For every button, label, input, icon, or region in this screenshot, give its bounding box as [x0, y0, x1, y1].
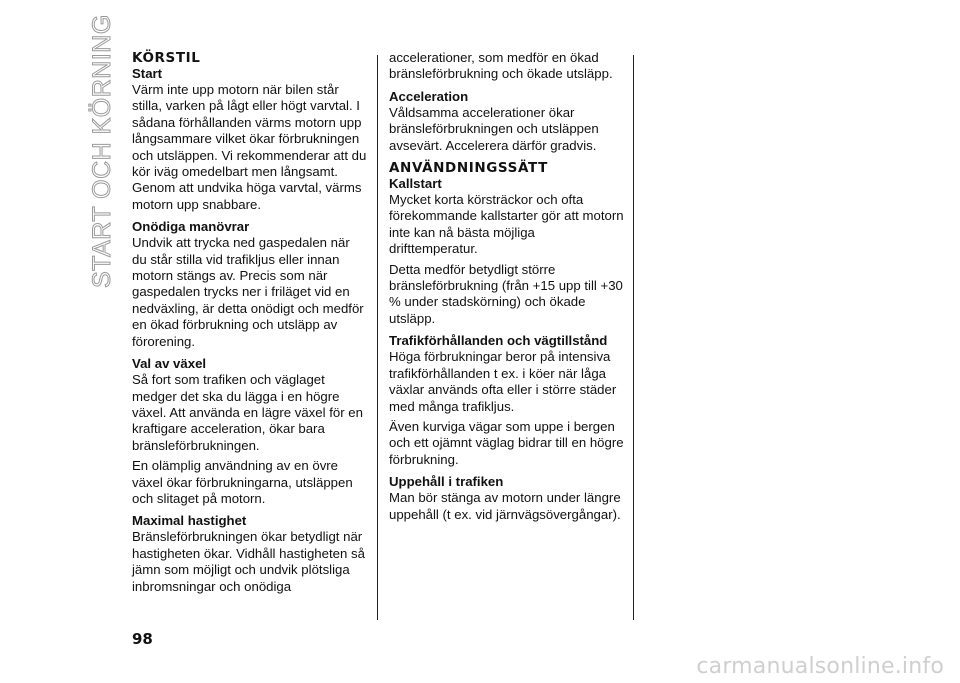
paragraph: Även kurviga vägar som uppe i bergen och ett ojämnt väglag bidrar till en högre förbrukning.: [389, 418, 624, 467]
paragraph: Undvik att trycka ned gaspedalen när du står stilla vid trafikljus eller innan motorn stängs av. Precis som när gaspedalen trycks ner i friläget vid en nedväxling, är detta onödigt och medför en ökad förbrukning och utsläpp av förorening.: [132, 235, 364, 349]
paragraph: Våldsamma accelerationer ökar bränsleförbrukningen och utsläppen avsevärt. Accelerera därför gradvis.: [389, 104, 599, 153]
paragraph: Bränsleförbrukningen ökar betydligt när hastigheten ökar. Vidhåll hastigheten så jämn som möjligt och undvik plötsliga inbromsningar och onödiga: [132, 529, 365, 594]
heading-trafikforhallanden: Trafikförhållanden och vägtillstånd: [389, 333, 608, 349]
chapter-side-tab: [80, 14, 130, 290]
heading-uppehall-i-trafiken: Uppehåll i trafiken: [389, 474, 504, 490]
right-column: [389, 50, 627, 523]
column-divider: [633, 55, 634, 620]
watermark: carmanualsonline.info: [696, 654, 944, 679]
section-title-korstil: KÖRSTIL: [132, 50, 201, 66]
paragraph: Man bör stänga av motorn under längre uppehåll (t ex. vid järnvägsövergångar).: [389, 490, 621, 522]
paragraph: Mycket korta körsträckor och ofta förekommande kallstarter gör att motorn inte kan nå bästa möjliga drifttemperatur.: [389, 192, 624, 257]
heading-start: Start: [132, 66, 163, 81]
paragraph: Värm inte upp motorn när bilen står stilla, varken på lågt eller högt varvtal. I sådana förhållanden värms motorn upp långsammare vilket ökar förbrukningen och utsläppen. Vi rekommenderar att du kör iväg omedelbart men långsamt. Genom att undvika höga varvtal, värms motorn upp snabbare.: [132, 82, 367, 212]
section-title-anvandningssatt: ANVÄNDNINGSSÄTT: [389, 160, 548, 177]
heading-val-av-vaxel: Val av växel: [132, 356, 207, 372]
paragraph: En olämplig användning av en övre växel ökar förbrukningarna, utsläppen och slitaget på motorn.: [132, 458, 353, 506]
left-column: [132, 50, 368, 595]
heading-maximal-hastighet: Maximal hastighet: [132, 513, 247, 529]
heading-kallstart: Kallstart: [389, 176, 442, 192]
page-number: 98: [132, 630, 153, 648]
heading-onodiga-manovrar: Onödiga manövrar: [132, 219, 250, 235]
paragraph: accelerationer, som medför en ökad bränsleförbrukning och ökade utsläpp.: [389, 50, 613, 82]
heading-acceleration: Acceleration: [389, 88, 469, 104]
paragraph: Höga förbrukningar beror på intensiva trafikförhållanden t ex. i köer när låga växlar används ofta eller i större städer med många trafikljus.: [389, 349, 617, 414]
column-divider: [377, 55, 378, 620]
paragraph: Detta medför betydligt större bränsleförbrukning (från +15 upp till +30 % under stadskörning) och ökade utsläpp.: [389, 261, 623, 326]
paragraph: Så fort som trafiken och väglaget medger det ska du lägga i en högre växel. Att använda en lägre växel för en kraftigare acceleration, ökar bara bränsleförbrukningen.: [132, 372, 363, 453]
chapter-label: START OCH KÖRNING: [88, 14, 116, 288]
